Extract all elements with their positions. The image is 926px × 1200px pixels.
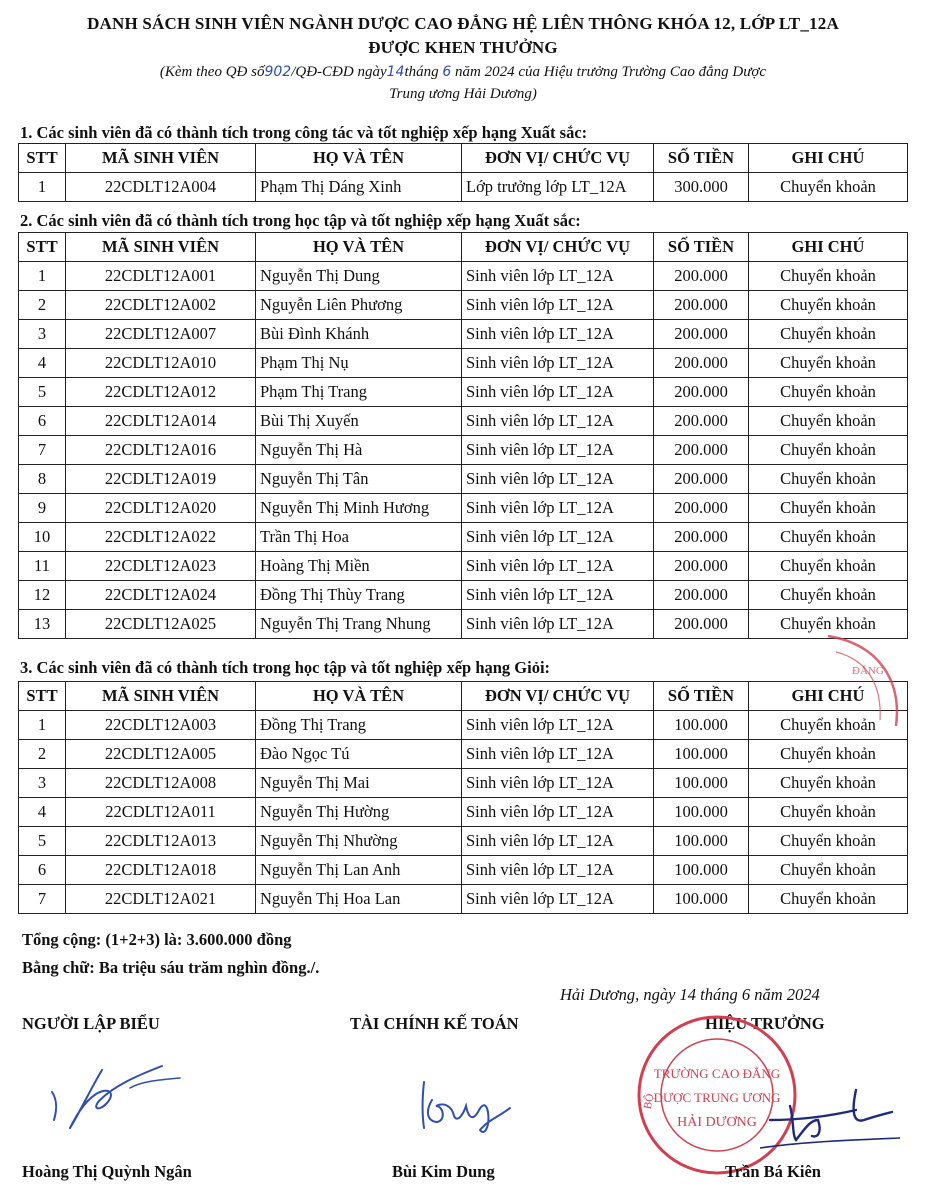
- preparer-name: Hoàng Thị Quỳnh Ngân: [22, 1162, 192, 1181]
- reward-amount: 200.000: [654, 291, 749, 320]
- table-row: [19, 378, 908, 407]
- col-unit: ĐƠN VỊ/ CHỨC VỤ: [462, 233, 654, 262]
- decision-month-label: tháng: [404, 64, 439, 80]
- row-stt: 9: [19, 494, 66, 523]
- payment-note: Chuyển khoản: [749, 523, 908, 552]
- student-unit: Sinh viên lớp LT_12A: [462, 827, 654, 856]
- student-unit: Sinh viên lớp LT_12A: [462, 856, 654, 885]
- row-stt: 12: [19, 581, 66, 610]
- student-code: 22CDLT12A024: [66, 581, 256, 610]
- reward-amount: 200.000: [654, 465, 749, 494]
- decision-reference-code: /QĐ-CĐD ngày: [291, 64, 387, 80]
- payment-note: Chuyển khoản: [749, 711, 908, 740]
- student-name: Nguyễn Thị Dung: [256, 262, 462, 291]
- col-code: MÃ SINH VIÊN: [66, 233, 256, 262]
- finance-name: Bùi Kim Dung: [392, 1162, 495, 1181]
- student-unit: Sinh viên lớp LT_12A: [462, 378, 654, 407]
- student-name: Phạm Thị Trang: [256, 378, 462, 407]
- row-stt: 3: [19, 769, 66, 798]
- col-amount: SỐ TIỀN: [654, 144, 749, 173]
- student-code: 22CDLT12A007: [66, 320, 256, 349]
- student-name: Nguyễn Thị Hoa Lan: [256, 885, 462, 914]
- row-stt: 3: [19, 320, 66, 349]
- payment-note: Chuyển khoản: [749, 262, 908, 291]
- reward-amount: 200.000: [654, 320, 749, 349]
- preparer-signature: [40, 1050, 210, 1140]
- col-stt: STT: [19, 144, 66, 173]
- section-1-title: 1. Các sinh viên đã có thành tích trong công tác và tốt nghiệp xếp hạng Xuất sắc:: [20, 123, 588, 142]
- student-unit: Sinh viên lớp LT_12A: [462, 349, 654, 378]
- reward-amount: 200.000: [654, 523, 749, 552]
- row-stt: 6: [19, 856, 66, 885]
- reward-amount: 200.000: [654, 262, 749, 291]
- reward-amount: 200.000: [654, 378, 749, 407]
- table-row: [19, 523, 908, 552]
- student-unit: Lớp trưởng lớp LT_12A: [462, 173, 654, 202]
- table-row: [19, 740, 908, 769]
- table-header-row: [19, 233, 908, 262]
- student-unit: Sinh viên lớp LT_12A: [462, 610, 654, 639]
- reward-amount: 200.000: [654, 494, 749, 523]
- table-row: [19, 581, 908, 610]
- reward-amount: 100.000: [654, 856, 749, 885]
- student-unit: Sinh viên lớp LT_12A: [462, 291, 654, 320]
- table-row: [19, 552, 908, 581]
- row-stt: 5: [19, 378, 66, 407]
- col-amount: SỐ TIỀN: [654, 682, 749, 711]
- principal-name: Trần Bá Kiên: [725, 1162, 821, 1181]
- section-2-title: 2. Các sinh viên đã có thành tích trong học tập và tốt nghiệp xếp hạng Xuất sắc:: [20, 211, 581, 230]
- student-name: Hoàng Thị Miền: [256, 552, 462, 581]
- student-name: Nguyễn Thị Hà: [256, 436, 462, 465]
- student-unit: Sinh viên lớp LT_12A: [462, 465, 654, 494]
- row-stt: 2: [19, 291, 66, 320]
- table-row: [19, 885, 908, 914]
- student-code: 22CDLT12A014: [66, 407, 256, 436]
- table-header-row: [19, 682, 908, 711]
- student-name: Bùi Thị Xuyến: [256, 407, 462, 436]
- student-code: 22CDLT12A018: [66, 856, 256, 885]
- section-3-title: 3. Các sinh viên đã có thành tích trong học tập và tốt nghiệp xếp hạng Giỏi:: [20, 658, 551, 677]
- stamp-edge-imprint: [818, 630, 908, 740]
- table-row: [19, 798, 908, 827]
- student-name: Đồng Thị Thùy Trang: [256, 581, 462, 610]
- student-name: Nguyễn Liên Phương: [256, 291, 462, 320]
- principal-signature: [760, 1080, 900, 1160]
- col-note: GHI CHÚ: [749, 233, 908, 262]
- col-name: HỌ VÀ TÊN: [256, 144, 462, 173]
- reward-amount: 100.000: [654, 769, 749, 798]
- table-row: [19, 610, 908, 639]
- reward-amount: 100.000: [654, 827, 749, 856]
- stamp-line2: DƯỢC TRUNG ƯƠNG: [653, 1090, 781, 1105]
- table-row: [19, 320, 908, 349]
- student-name: Nguyễn Thị Mai: [256, 769, 462, 798]
- col-name: HỌ VÀ TÊN: [256, 682, 462, 711]
- student-code: 22CDLT12A004: [66, 173, 256, 202]
- student-code: 22CDLT12A002: [66, 291, 256, 320]
- payment-note: Chuyển khoản: [749, 581, 908, 610]
- payment-note: Chuyển khoản: [749, 291, 908, 320]
- stamp-line3: HẢI DƯƠNG: [677, 1115, 757, 1130]
- principal-role: HIỆU TRƯỞNG: [705, 1014, 825, 1033]
- table-row: [19, 711, 908, 740]
- table-row: [19, 465, 908, 494]
- payment-note: Chuyển khoản: [749, 407, 908, 436]
- reward-amount: 200.000: [654, 349, 749, 378]
- row-stt: 7: [19, 436, 66, 465]
- student-unit: Sinh viên lớp LT_12A: [462, 711, 654, 740]
- payment-note: Chuyển khoản: [749, 610, 908, 639]
- student-name: Nguyễn Thị Hường: [256, 798, 462, 827]
- student-code: 22CDLT12A021: [66, 885, 256, 914]
- row-stt: 1: [19, 262, 66, 291]
- reward-amount: 100.000: [654, 711, 749, 740]
- table-row: [19, 173, 908, 202]
- stamp-prefix: BỘ: [641, 1092, 657, 1111]
- table-row: [19, 349, 908, 378]
- reward-amount: 200.000: [654, 581, 749, 610]
- finance-signature: [410, 1072, 530, 1142]
- student-code: 22CDLT12A008: [66, 769, 256, 798]
- student-code: 22CDLT12A020: [66, 494, 256, 523]
- payment-note: Chuyển khoản: [749, 769, 908, 798]
- row-stt: 13: [19, 610, 66, 639]
- student-name: Nguyễn Thị Nhường: [256, 827, 462, 856]
- student-code: 22CDLT12A019: [66, 465, 256, 494]
- payment-note: Chuyển khoản: [749, 494, 908, 523]
- row-stt: 4: [19, 349, 66, 378]
- row-stt: 11: [19, 552, 66, 581]
- student-code: 22CDLT12A016: [66, 436, 256, 465]
- decision-reference: [0, 64, 926, 81]
- col-code: MÃ SINH VIÊN: [66, 144, 256, 173]
- student-code: 22CDLT12A011: [66, 798, 256, 827]
- finance-role: TÀI CHÍNH KẾ TOÁN: [350, 1014, 519, 1033]
- reward-amount: 200.000: [654, 407, 749, 436]
- section-3-table: [18, 681, 908, 914]
- row-stt: 1: [19, 711, 66, 740]
- reward-amount: 100.000: [654, 740, 749, 769]
- payment-note: Chuyển khoản: [749, 798, 908, 827]
- payment-note: Chuyển khoản: [749, 856, 908, 885]
- student-name: Nguyễn Thị Lan Anh: [256, 856, 462, 885]
- student-name: Nguyễn Thị Minh Hương: [256, 494, 462, 523]
- reward-amount: 100.000: [654, 798, 749, 827]
- student-unit: Sinh viên lớp LT_12A: [462, 262, 654, 291]
- col-code: MÃ SINH VIÊN: [66, 682, 256, 711]
- student-code: 22CDLT12A012: [66, 378, 256, 407]
- table-row: [19, 436, 908, 465]
- payment-note: Chuyển khoản: [749, 827, 908, 856]
- student-unit: Sinh viên lớp LT_12A: [462, 436, 654, 465]
- payment-note: Chuyển khoản: [749, 436, 908, 465]
- preparer-role: NGƯỜI LẬP BIỂU: [22, 1014, 160, 1033]
- student-unit: Sinh viên lớp LT_12A: [462, 581, 654, 610]
- section-2-table: [18, 232, 908, 639]
- decision-day-handwritten: 14: [386, 64, 405, 80]
- row-stt: 5: [19, 827, 66, 856]
- student-unit: Sinh viên lớp LT_12A: [462, 885, 654, 914]
- payment-note: Chuyển khoản: [749, 349, 908, 378]
- row-stt: 1: [19, 173, 66, 202]
- student-unit: Sinh viên lớp LT_12A: [462, 552, 654, 581]
- student-name: Đào Ngọc Tú: [256, 740, 462, 769]
- decision-number-handwritten: 902: [264, 64, 292, 80]
- col-unit: ĐƠN VỊ/ CHỨC VỤ: [462, 682, 654, 711]
- payment-note: Chuyển khoản: [749, 552, 908, 581]
- stamp-line1: TRƯỜNG CAO ĐẲNG: [653, 1066, 781, 1081]
- student-code: 22CDLT12A001: [66, 262, 256, 291]
- student-unit: Sinh viên lớp LT_12A: [462, 494, 654, 523]
- student-code: 22CDLT12A010: [66, 349, 256, 378]
- total-in-words: Bằng chữ: Ba triệu sáu trăm nghìn đồng./.: [22, 958, 320, 977]
- table-row: [19, 494, 908, 523]
- decision-reference-line2: Trung ương Hải Dương): [389, 86, 537, 102]
- student-code: 22CDLT12A023: [66, 552, 256, 581]
- reward-amount: 200.000: [654, 610, 749, 639]
- row-stt: 6: [19, 407, 66, 436]
- table-header-row: [19, 144, 908, 173]
- reward-amount: 200.000: [654, 552, 749, 581]
- col-unit: ĐƠN VỊ/ CHỨC VỤ: [462, 144, 654, 173]
- row-stt: 8: [19, 465, 66, 494]
- stamp-edge-text: ĐẲNG: [852, 665, 884, 677]
- payment-note: Chuyển khoản: [749, 885, 908, 914]
- col-stt: STT: [19, 233, 66, 262]
- reward-amount: 100.000: [654, 885, 749, 914]
- student-code: 22CDLT12A022: [66, 523, 256, 552]
- student-code: 22CDLT12A003: [66, 711, 256, 740]
- col-note: GHI CHÚ: [749, 144, 908, 173]
- student-code: 22CDLT12A013: [66, 827, 256, 856]
- student-code: 22CDLT12A005: [66, 740, 256, 769]
- student-unit: Sinh viên lớp LT_12A: [462, 407, 654, 436]
- student-code: 22CDLT12A025: [66, 610, 256, 639]
- student-name: Nguyễn Thị Tân: [256, 465, 462, 494]
- student-name: Phạm Thị Dáng Xinh: [256, 173, 462, 202]
- decision-reference-suffix: năm 2024 của Hiệu trưởng Trường Cao đẳng Dược: [455, 64, 767, 80]
- reward-amount: 300.000: [654, 173, 749, 202]
- section-1-table: [18, 143, 908, 202]
- col-stt: STT: [19, 682, 66, 711]
- table-row: [19, 827, 908, 856]
- student-name: Bùi Đình Khánh: [256, 320, 462, 349]
- table-row: [19, 769, 908, 798]
- reward-amount: 200.000: [654, 436, 749, 465]
- table-row: [19, 407, 908, 436]
- col-note: GHI CHÚ: [749, 682, 908, 711]
- student-unit: Sinh viên lớp LT_12A: [462, 740, 654, 769]
- decision-reference-prefix: (Kèm theo QĐ số: [159, 64, 265, 80]
- payment-note: Chuyển khoản: [749, 320, 908, 349]
- row-stt: 7: [19, 885, 66, 914]
- student-name: Trần Thị Hoa: [256, 523, 462, 552]
- row-stt: 2: [19, 740, 66, 769]
- document-title-line1: DANH SÁCH SINH VIÊN NGÀNH DƯỢC CAO ĐẲNG HỆ LIÊN THÔNG KHÓA 12, LỚP LT_12A: [87, 14, 839, 33]
- total-amount: Tổng cộng: (1+2+3) là: 3.600.000 đồng: [22, 930, 292, 949]
- col-amount: SỐ TIỀN: [654, 233, 749, 262]
- student-unit: Sinh viên lớp LT_12A: [462, 798, 654, 827]
- student-unit: Sinh viên lớp LT_12A: [462, 769, 654, 798]
- payment-note: Chuyển khoản: [749, 173, 908, 202]
- student-name: Đồng Thị Trang: [256, 711, 462, 740]
- student-unit: Sinh viên lớp LT_12A: [462, 523, 654, 552]
- col-name: HỌ VÀ TÊN: [256, 233, 462, 262]
- row-stt: 4: [19, 798, 66, 827]
- table-row: [19, 262, 908, 291]
- student-name: Phạm Thị Nụ: [256, 349, 462, 378]
- student-name: Nguyễn Thị Trang Nhung: [256, 610, 462, 639]
- place-and-date: Hải Dương, ngày 14 tháng 6 năm 2024: [560, 985, 820, 1004]
- document-title-line2: ĐƯỢC KHEN THƯỞNG: [368, 38, 558, 57]
- student-unit: Sinh viên lớp LT_12A: [462, 320, 654, 349]
- row-stt: 10: [19, 523, 66, 552]
- table-row: [19, 291, 908, 320]
- payment-note: Chuyển khoản: [749, 465, 908, 494]
- decision-month-handwritten: 6: [442, 64, 452, 80]
- payment-note: Chuyển khoản: [749, 378, 908, 407]
- payment-note: Chuyển khoản: [749, 740, 908, 769]
- table-row: [19, 856, 908, 885]
